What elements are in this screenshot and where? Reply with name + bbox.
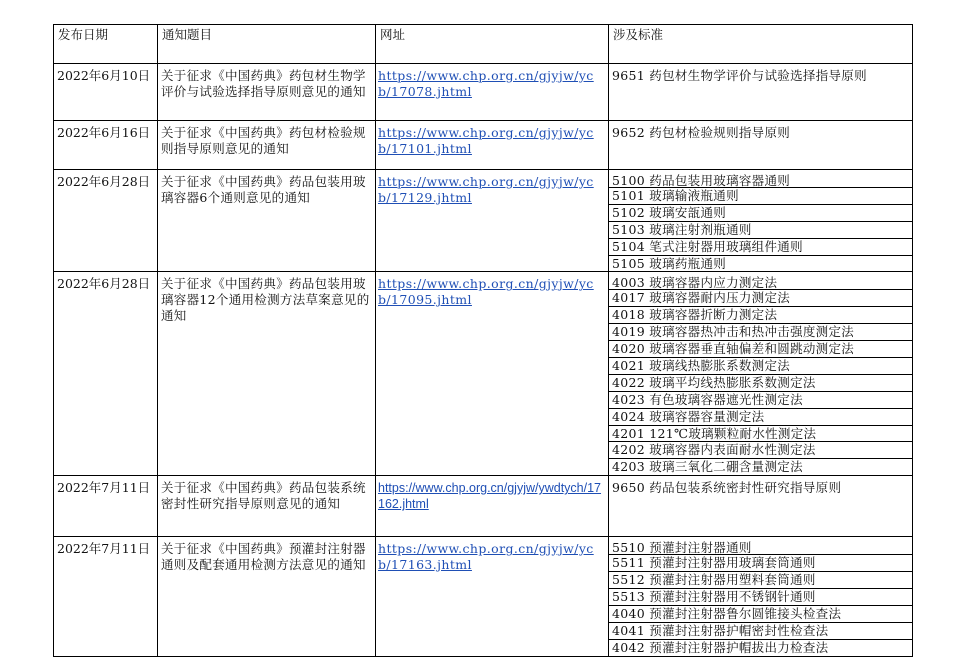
standard-item: 4017 玻璃容器耐内压力测定法 [609, 290, 912, 307]
standard-item: 4024 玻璃容器容量测定法 [609, 409, 912, 426]
release-date: 2022年6月16日 [54, 121, 158, 170]
standard-item: 4042 预灌封注射器护帽拔出力检查法 [612, 639, 829, 655]
release-date: 2022年7月11日 [54, 476, 158, 537]
standard-item: 5101 玻璃输液瓶通则 [609, 188, 912, 205]
table-row [54, 64, 913, 121]
notice-url-link[interactable]: https://www.chp.org.cn/gjyjw/ycb/17129.jhtml [378, 174, 594, 205]
notice-url-link[interactable]: https://www.chp.org.cn/gjyjw/ycb/17163.jhtml [378, 541, 594, 573]
notice-title: 关于征求《中国药典》药包材生物学评价与试验选择指导原则意见的通知 [158, 64, 376, 121]
notice-url-link[interactable]: https://www.chp.org.cn/gjyjw/ycb/17078.jhtml [378, 68, 594, 99]
release-date: 2022年7月11日 [54, 537, 158, 656]
standard-item: 9650 药品包装系统密封性研究指导原则 [612, 480, 842, 496]
standard-item: 4018 玻璃容器折断力测定法 [609, 307, 912, 324]
standard-item: 5102 玻璃安瓿通则 [609, 205, 912, 222]
standard-item: 4003 玻璃容器内应力测定法 [609, 272, 912, 290]
notice-title: 关于征求《中国药典》药包材检验规则指导原则意见的通知 [158, 121, 376, 170]
standard-item: 4019 玻璃容器热冲击和热冲击强度测定法 [609, 324, 912, 341]
release-date: 2022年6月28日 [54, 272, 158, 476]
standard-item: 4203 玻璃三氧化二硼含量测定法 [612, 459, 803, 475]
standard-item: 9651 药包材生物学评价与试验选择指导原则 [612, 68, 867, 83]
table-row [54, 272, 913, 476]
header-url: 网址 [376, 25, 609, 64]
header-row [54, 25, 913, 64]
table-row [54, 170, 913, 272]
notice-title: 关于征求《中国药典》药品包装用玻璃容器6个通则意见的通知 [158, 170, 376, 272]
standard-item: 5512 预灌封注射器用塑料套筒通则 [609, 572, 912, 589]
standard-item: 4023 有色玻璃容器遮光性测定法 [609, 392, 912, 409]
notice-url-link[interactable]: https://www.chp.org.cn/gjyjw/ycb/17095.jhtml [378, 276, 594, 308]
table-row [54, 121, 913, 170]
header-date: 发布日期 [54, 25, 158, 64]
table-row [54, 537, 913, 656]
table-row [54, 476, 913, 537]
standard-item: 5513 预灌封注射器用不锈钢针通则 [609, 589, 912, 606]
release-date: 2022年6月28日 [54, 170, 158, 272]
standard-item: 4041 预灌封注射器护帽密封性检查法 [609, 623, 912, 640]
standard-item: 5105 玻璃药瓶通则 [612, 255, 727, 271]
standard-item: 5103 玻璃注射剂瓶通则 [609, 222, 912, 239]
standard-item: 5104 笔式注射器用玻璃组件通则 [609, 239, 912, 256]
release-date: 2022年6月10日 [54, 64, 158, 121]
standard-item: 4040 预灌封注射器鲁尔圆锥接头检查法 [609, 606, 912, 623]
notice-title: 关于征求《中国药典》药品包装系统密封性研究指导原则意见的通知 [158, 476, 376, 537]
standards-notice-table [53, 24, 913, 657]
standard-item: 9652 药包材检验规则指导原则 [612, 125, 791, 140]
header-standards: 涉及标准 [609, 25, 913, 64]
standard-item: 4022 玻璃平均线热膨胀系数测定法 [609, 375, 912, 392]
standard-item: 4021 玻璃线热膨胀系数测定法 [609, 358, 912, 375]
notice-url-link[interactable]: https://www.chp.org.cn/gjyjw/ywdtych/17162.jhtml [378, 481, 602, 512]
standard-item: 5100 药品包装用玻璃容器通则 [609, 170, 912, 188]
notice-title: 关于征求《中国药典》药品包装用玻璃容器12个通用检测方法草案意见的通知 [158, 272, 376, 476]
standard-item: 4201 121℃玻璃颗粒耐水性测定法 [609, 426, 912, 443]
header-title: 通知题目 [158, 25, 376, 64]
standard-item: 4020 玻璃容器垂直轴偏差和圆跳动测定法 [609, 341, 912, 358]
notice-url-link[interactable]: https://www.chp.org.cn/gjyjw/ycb/17101.jhtml [378, 125, 594, 156]
standard-item: 5511 预灌封注射器用玻璃套筒通则 [609, 555, 912, 572]
notice-title: 关于征求《中国药典》预灌封注射器通则及配套通用检测方法意见的通知 [158, 537, 376, 656]
standard-item: 5510 预灌封注射器通则 [609, 537, 912, 555]
standard-item: 4202 玻璃容器内表面耐水性测定法 [609, 442, 912, 459]
